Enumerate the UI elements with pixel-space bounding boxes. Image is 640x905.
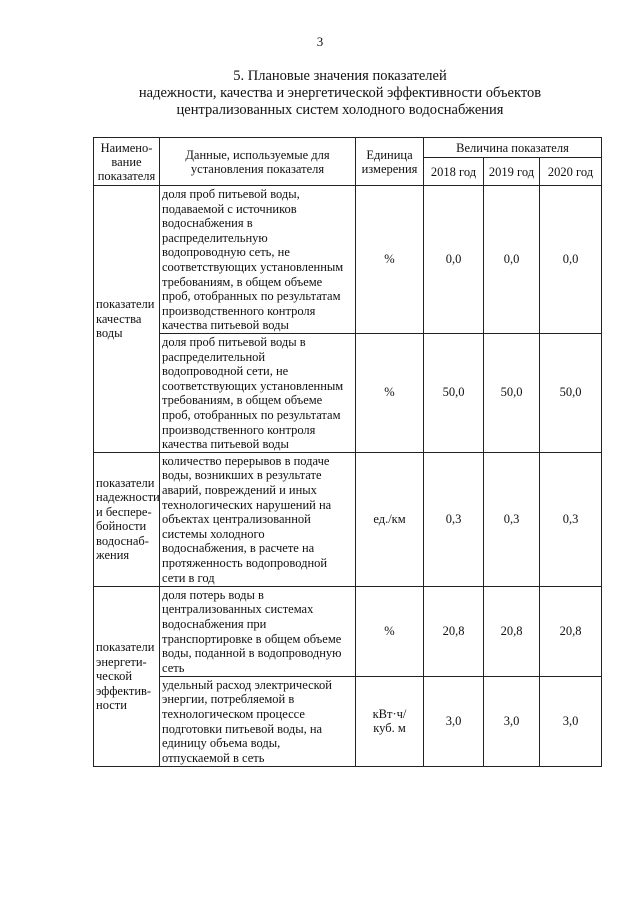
indicators-table [93, 137, 602, 767]
value-2019-cell: 50,0 [484, 334, 540, 453]
heading-line: централизованных систем холодного водоснабжения [176, 102, 504, 118]
table-row [94, 676, 602, 766]
table-row [94, 452, 602, 586]
unit-cell: % [356, 586, 424, 676]
value-2018-cell: 50,0 [424, 334, 484, 453]
value-2019-cell: 0,0 [484, 186, 540, 334]
value-2018-cell: 20,8 [424, 586, 484, 676]
header-value-group: Величина показателя [424, 138, 602, 158]
indicator-data-cell: доля потерь воды в централизованных системах водоснабжения при транспортировке в общем объеме воды, поданной в водопроводную сеть [160, 586, 356, 676]
value-2020-cell: 3,0 [540, 676, 602, 766]
indicator-name-cell: показатели надежности и беспере- бойности водоснаб- жения [94, 452, 160, 586]
header-year-2018: 2018 год [424, 158, 484, 186]
table-row [94, 334, 602, 453]
indicator-data-cell: количество перерывов в подаче воды, возникших в результате аварий, повреждений и иных технологических нарушений на объектах централизованной системы холодного водоснабжения, в расчете на протяженность водопроводной сети в год [160, 452, 356, 586]
indicator-data-cell: доля проб питьевой воды в распределительной водопроводной сети, не соответствующих установленным требованиям, в общем объеме проб, отобранных по результатам производственного контроля качества питьевой воды [160, 334, 356, 453]
header-unit: Единица измерения [356, 138, 424, 186]
unit-cell: кВт·ч/ куб. м [356, 676, 424, 766]
indicator-data-cell: доля проб питьевой воды, подаваемой с источников водоснабжения в распределительную водопроводную сеть, не соответствующих установленным требованиям, в общем объеме проб, отобранных по результатам производственного контроля качества питьевой воды [160, 186, 356, 334]
indicator-data-cell: удельный расход электрической энергии, потребляемой в технологическом процессе подготовки питьевой воды, на единицу объема воды, отпускаемой в сеть [160, 676, 356, 766]
table-row [94, 586, 602, 676]
value-2020-cell: 50,0 [540, 334, 602, 453]
header-data-used: Данные, используемые для установления показателя [160, 138, 356, 186]
document-heading [60, 68, 620, 119]
header-year-2019: 2019 год [484, 158, 540, 186]
value-2020-cell: 0,0 [540, 186, 602, 334]
value-2018-cell: 3,0 [424, 676, 484, 766]
value-2020-cell: 0,3 [540, 452, 602, 586]
header-year-2020: 2020 год [540, 158, 602, 186]
value-2018-cell: 0,3 [424, 452, 484, 586]
unit-cell: % [356, 334, 424, 453]
value-2019-cell: 3,0 [484, 676, 540, 766]
heading-line: 5. Плановые значения показателей [233, 68, 447, 84]
header-indicator-name: Наимено- вание показателя [94, 138, 160, 186]
value-2019-cell: 0,3 [484, 452, 540, 586]
indicator-name-cell: показатели качества воды [94, 186, 160, 453]
page-number: 3 [316, 34, 324, 49]
heading-line: надежности, качества и энергетической эффективности объектов [138, 85, 542, 101]
unit-cell: % [356, 186, 424, 334]
value-2018-cell: 0,0 [424, 186, 484, 334]
table-row [94, 186, 602, 334]
value-2019-cell: 20,8 [484, 586, 540, 676]
value-2020-cell: 20,8 [540, 586, 602, 676]
indicator-name-cell: показатели энергети- ческой эффектив- ности [94, 586, 160, 766]
unit-cell: ед./км [356, 452, 424, 586]
